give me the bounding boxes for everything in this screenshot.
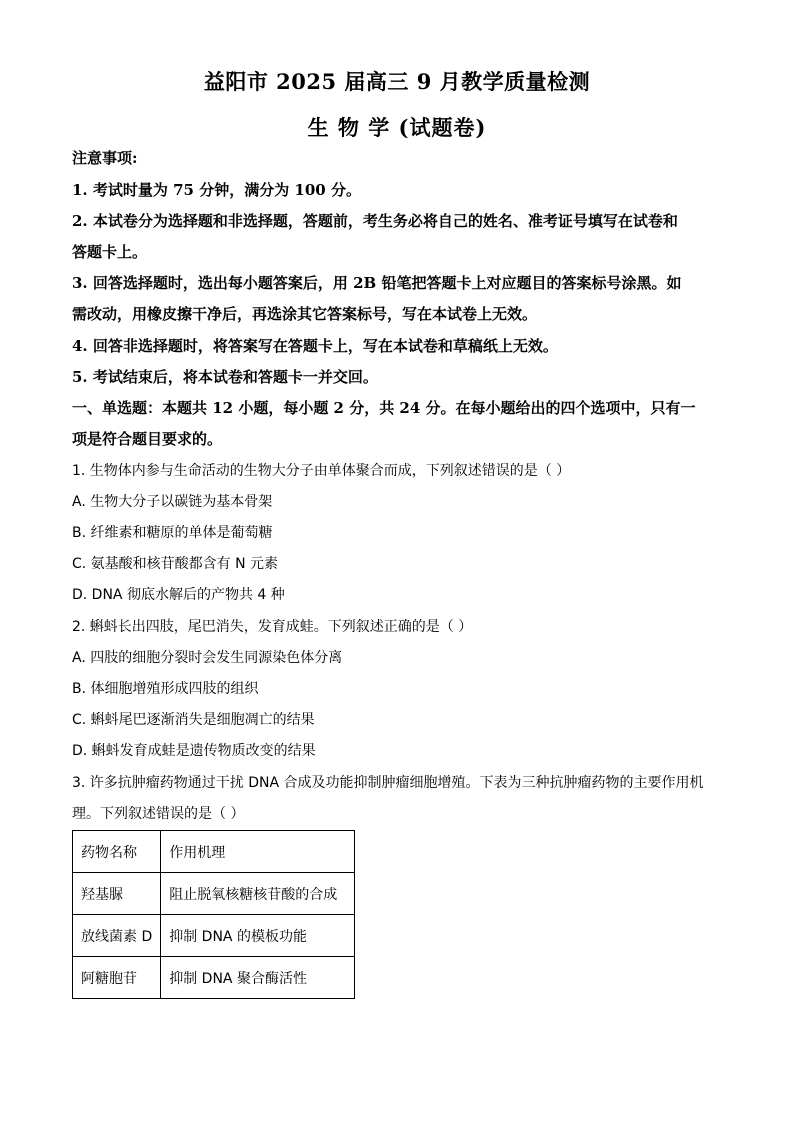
question-1-option-b: B. 纤维素和糖原的单体是葡萄糖: [72, 525, 273, 541]
question-1-option-c: C. 氨基酸和核苷酸都含有 N 元素: [72, 556, 279, 572]
question-2-option-a: A. 四肢的细胞分裂时会发生同源染色体分离: [72, 650, 343, 666]
question-2-option-c: C. 蝌蚪尾巴逐渐消失是细胞凋亡的结果: [72, 712, 315, 728]
table-cell: 放线菌素 D: [73, 915, 161, 957]
section-heading: 项是符合题目要求的。: [72, 430, 223, 448]
table-cell: 羟基脲: [73, 873, 161, 915]
table-header-cell: 药物名称: [73, 831, 161, 873]
table-row: [73, 873, 355, 915]
question-3-stem: 理。下列叙述错误的是（ ）: [72, 806, 245, 822]
question-1-option-d: D. DNA 彻底水解后的产物共 4 种: [72, 587, 285, 603]
notice-line: 2. 本试卷分为选择题和非选择题，答题前，考生务必将自己的姓名、准考证号填写在试卷和: [72, 212, 678, 230]
notice-line: 3. 回答选择题时，选出每小题答案后，用 2B 铅笔把答题卡上对应题目的答案标号涂黑。如: [72, 274, 682, 292]
table-header-row: [73, 831, 355, 873]
question-2-option-d: D. 蝌蚪发育成蛙是遗传物质改变的结果: [72, 743, 316, 759]
table-cell: 阻止脱氧核糖核苷酸的合成: [161, 873, 355, 915]
notice-line: 需改动，用橡皮擦干净后，再选涂其它答案标号，写在本试卷上无效。: [72, 305, 538, 323]
question-2-stem: 2. 蝌蚪长出四肢，尾巴消失，发育成蛙。下列叙述正确的是（ ）: [72, 619, 473, 635]
table-header-cell: 作用机理: [161, 831, 355, 873]
question-1-stem: 1. 生物体内参与生命活动的生物大分子由单体聚合而成，下列叙述错误的是（ ）: [72, 463, 571, 479]
notice-line: 5. 考试结束后，将本试卷和答题卡一并交回。: [72, 368, 378, 386]
exam-title: 益阳市 2025 届高三 9 月教学质量检测: [203, 69, 591, 94]
section-heading: 一、单选题：本题共 12 小题，每小题 2 分，共 24 分。在每小题给出的四个选项中，只有一: [72, 399, 696, 417]
notice-line: 答题卡上。: [72, 243, 148, 261]
question-1-option-a: A. 生物大分子以碳链为基本骨架: [72, 494, 273, 510]
notice-heading: 注意事项:: [72, 149, 138, 167]
table-row: [73, 915, 355, 957]
question-2-option-b: B. 体细胞增殖形成四肢的组织: [72, 681, 259, 697]
exam-subtitle: 生 物 学 (试题卷): [307, 115, 487, 140]
notice-line: 1. 考试时量为 75 分钟，满分为 100 分。: [72, 181, 361, 199]
notice-line: 4. 回答非选择题时，将答案写在答题卡上，写在本试卷和草稿纸上无效。: [72, 337, 558, 355]
table-cell: 阿糖胞苷: [73, 957, 161, 999]
table-cell: 抑制 DNA 的模板功能: [161, 915, 355, 957]
drug-mechanism-table: [72, 830, 355, 999]
question-3-stem: 3. 许多抗肿瘤药物通过干扰 DNA 合成及功能抑制肿瘤细胞增殖。下表为三种抗肿瘤药物的主要作用机: [72, 775, 704, 791]
table-cell: 抑制 DNA 聚合酶活性: [161, 957, 355, 999]
table-row: [73, 957, 355, 999]
